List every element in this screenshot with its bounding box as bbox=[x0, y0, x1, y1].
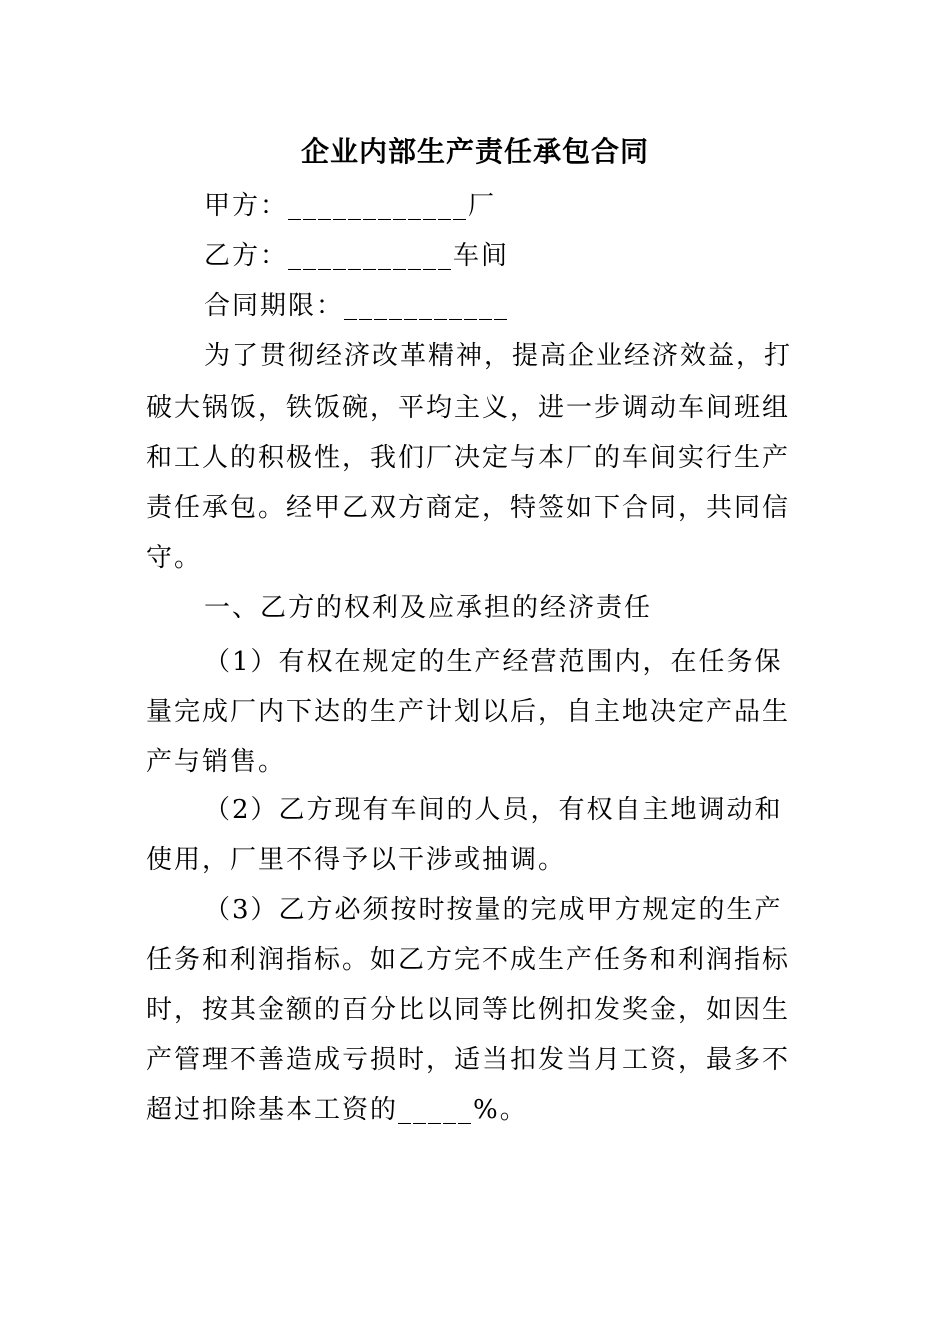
party-b-label: 乙方： bbox=[204, 241, 289, 271]
percent-blank: _____ bbox=[398, 1095, 474, 1125]
section-heading: 一、乙方的权利及应承担的经济责任 bbox=[204, 593, 653, 623]
preamble-line: 和工人的积极性，我们厂决定与本厂的车间实行生产 bbox=[146, 443, 791, 473]
preamble-line: 责任承包。经甲乙双方商定，特签如下合同，共同信 bbox=[146, 493, 791, 523]
party-b-line bbox=[204, 238, 884, 274]
percent-suffix: %。 bbox=[473, 1095, 528, 1125]
preamble-line: 为了贯彻经济改革精神，提高企业经济效益，打 bbox=[204, 341, 793, 371]
party-b-blank: ___________ bbox=[288, 241, 454, 271]
clause-2-line: 使用，厂里不得予以干涉或抽调。 bbox=[146, 845, 567, 875]
clause-1-line: （1）有权在规定的生产经营范围内，在任务保 bbox=[204, 647, 783, 677]
clause-1-line: 产与销售。 bbox=[146, 747, 287, 777]
clause-3-line: 产管理不善造成亏损时，适当扣发当月工资，最多不 bbox=[146, 1045, 791, 1075]
term-line bbox=[204, 288, 884, 324]
clause-2-line: （2）乙方现有车间的人员，有权自主地调动和 bbox=[204, 795, 783, 825]
clause-1-line: 量完成厂内下达的生产计划以后，自主地决定产品生 bbox=[146, 697, 791, 727]
preamble-line: 破大锅饭，铁饭碗，平均主义，进一步调动车间班组 bbox=[146, 393, 791, 423]
clause-3-last-line bbox=[146, 1092, 826, 1128]
party-a-label: 甲方： bbox=[204, 191, 289, 221]
term-label: 合同期限： bbox=[204, 291, 345, 321]
clause-3-last-text: 超过扣除基本工资的 bbox=[146, 1095, 399, 1125]
term-blank: ___________ bbox=[344, 291, 510, 321]
clause-3-line: 任务和利润指标。如乙方完不成生产任务和利润指标 bbox=[146, 945, 791, 975]
party-a-line bbox=[204, 188, 884, 224]
document-title: 企业内部生产责任承包合同 bbox=[300, 135, 649, 168]
clause-3-line: （3）乙方必须按时按量的完成甲方规定的生产 bbox=[204, 895, 783, 925]
party-b-suffix: 车间 bbox=[453, 241, 510, 271]
party-a-suffix: 厂 bbox=[468, 191, 497, 221]
party-a-blank: ____________ bbox=[288, 191, 469, 221]
clause-3-line: 时，按其金额的百分比以同等比例扣发奖金，如因生 bbox=[146, 995, 791, 1025]
preamble-line: 守。 bbox=[146, 543, 203, 573]
